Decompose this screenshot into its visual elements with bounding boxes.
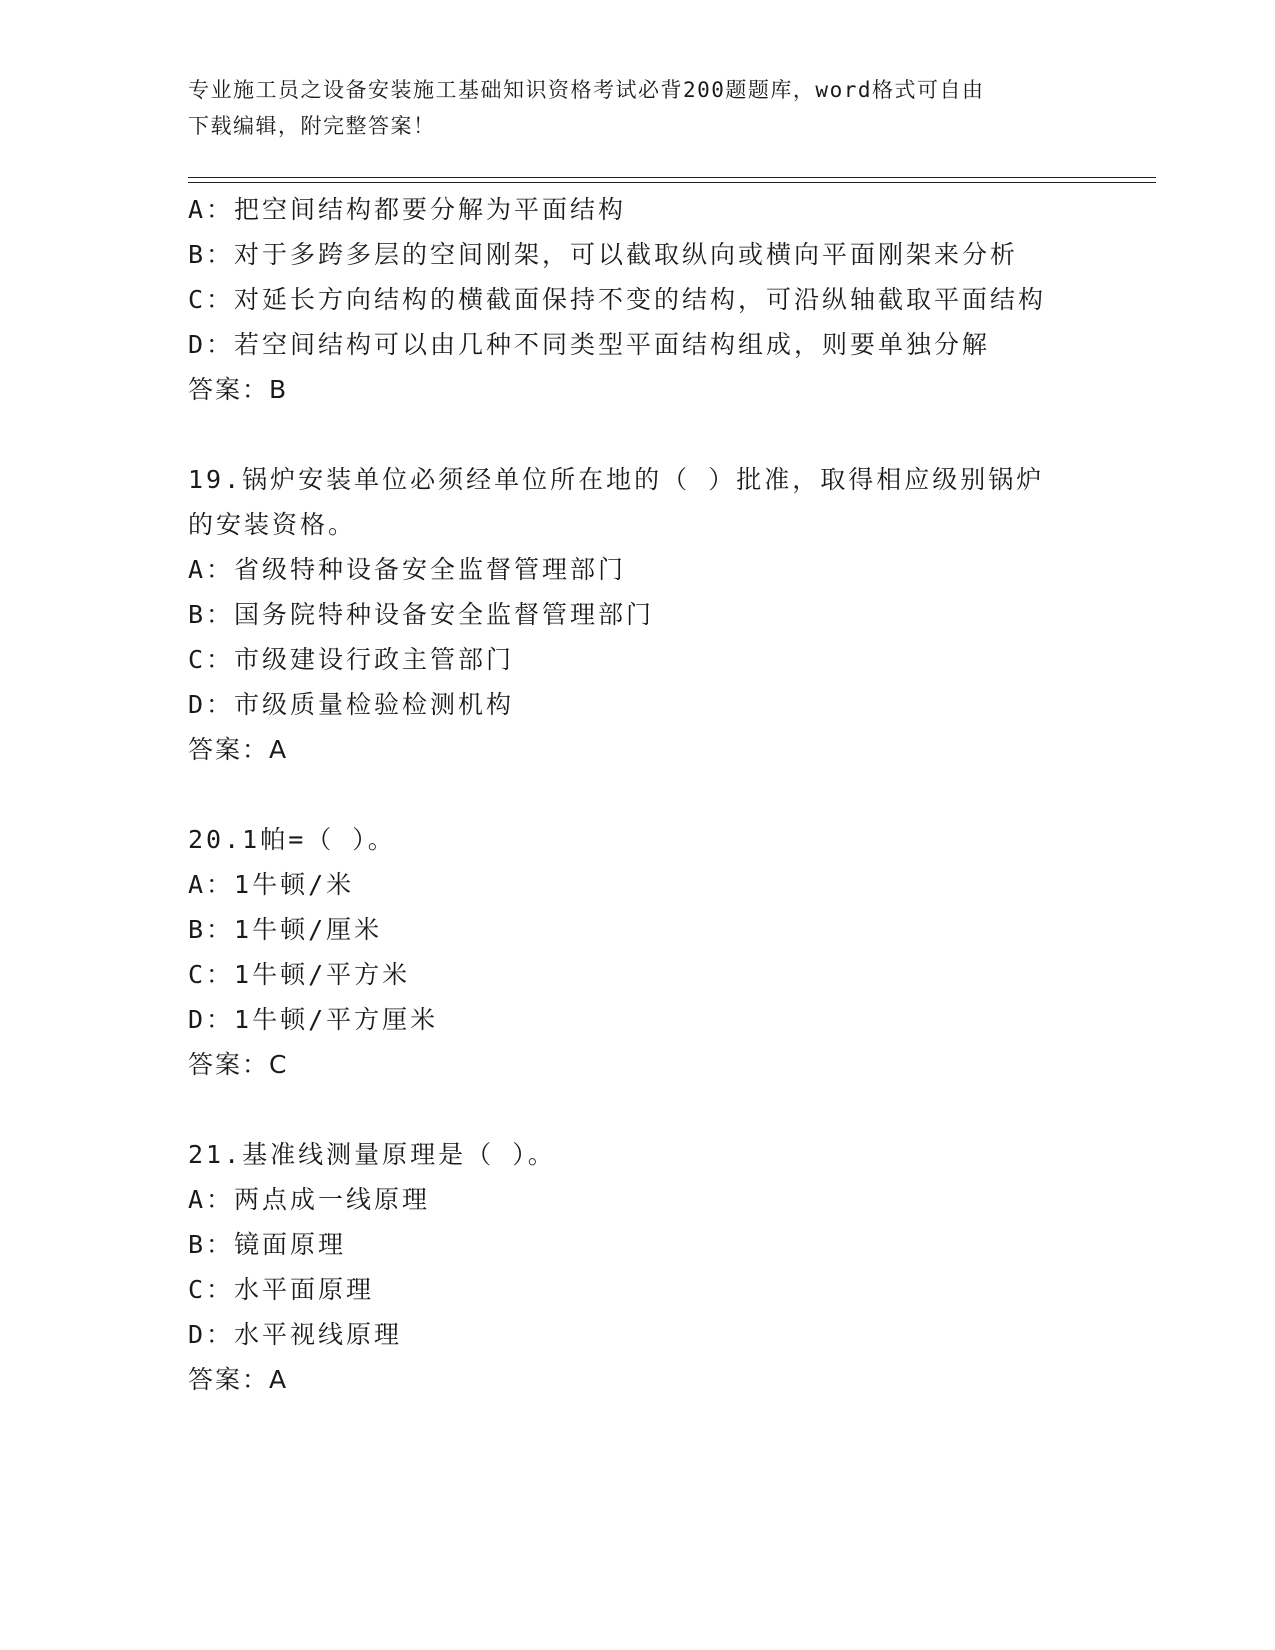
q21-answer: 答案：A xyxy=(188,1365,289,1394)
q21-option-d: D：水平视线原理 xyxy=(188,1320,403,1349)
q19-answer: 答案：A xyxy=(188,735,289,764)
q20-answer: 答案：C xyxy=(188,1050,289,1079)
q19-option-d: D：市级质量检验检测机构 xyxy=(188,690,515,719)
q21-option-b: B：镜面原理 xyxy=(188,1230,347,1259)
q20-stem: 20.1帕=（ ）。 xyxy=(188,825,396,854)
q19-option-b: B：国务院特种设备安全监督管理部门 xyxy=(188,600,655,629)
q19-stem-line-2: 的安装资格。 xyxy=(188,510,357,539)
header-line-1: 专业施工员之设备安装施工基础知识资格考试必背200题题库，word格式可自由 xyxy=(188,78,985,102)
q20-option-c: C：1牛顿/平方米 xyxy=(188,960,411,989)
q21-stem: 21.基准线测量原理是（ ）。 xyxy=(188,1140,556,1169)
document-header xyxy=(188,72,1078,144)
q19-option-a: A：省级特种设备安全监督管理部门 xyxy=(188,555,627,584)
q21-option-a: A：两点成一线原理 xyxy=(188,1185,431,1214)
q18-answer: 答案：B xyxy=(188,375,289,404)
q20-option-a: A：1牛顿/米 xyxy=(188,870,355,899)
header-line-2: 下载编辑，附完整答案！ xyxy=(188,114,436,138)
header-divider-bottom xyxy=(188,182,1156,183)
q21-option-c: C：水平面原理 xyxy=(188,1275,375,1304)
q19-stem-line-1: 19.锅炉安装单位必须经单位所在地的（ ）批准，取得相应级别锅炉 xyxy=(188,465,1045,494)
q18-option-a: A：把空间结构都要分解为平面结构 xyxy=(188,195,627,224)
q18-option-c: C：对延长方向结构的横截面保持不变的结构，可沿纵轴截取平面结构 xyxy=(188,285,1047,314)
q19-option-c: C：市级建设行政主管部门 xyxy=(188,645,515,674)
q18-option-b: B：对于多跨多层的空间刚架，可以截取纵向或横向平面刚架来分析 xyxy=(188,240,1019,269)
q20-option-b: B：1牛顿/厘米 xyxy=(188,915,383,944)
q18-option-d: D：若空间结构可以由几种不同类型平面结构组成，则要单独分解 xyxy=(188,330,991,359)
q20-option-d: D：1牛顿/平方厘米 xyxy=(188,1005,439,1034)
header-divider-top xyxy=(188,177,1156,178)
